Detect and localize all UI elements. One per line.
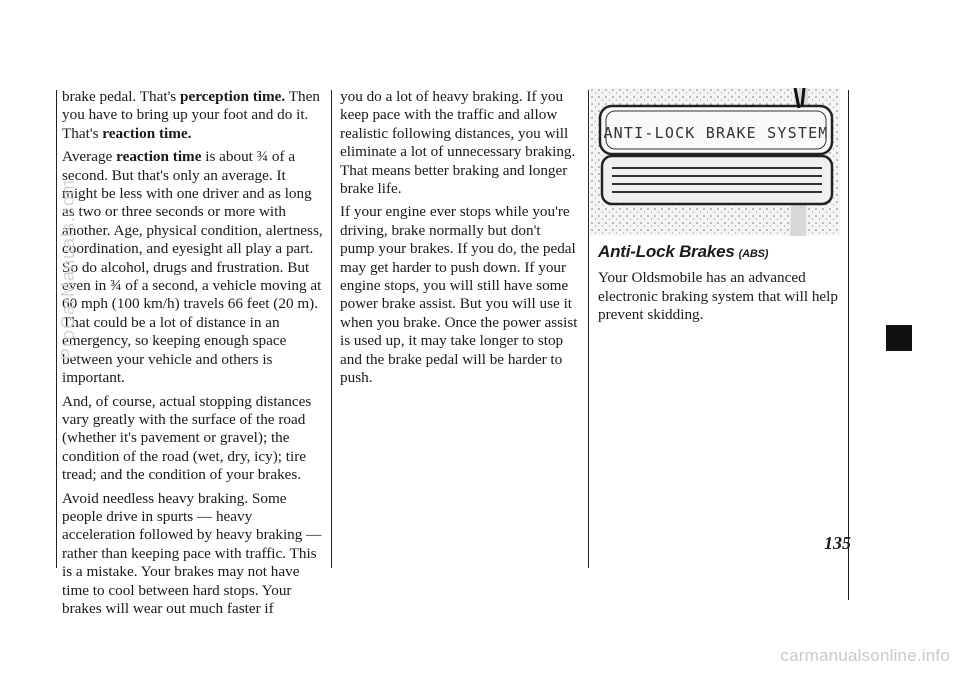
text-run: Average	[62, 148, 117, 166]
heading-text: Anti-Lock Brakes	[598, 242, 735, 261]
column-rule-left	[56, 90, 57, 568]
column-rule-middle	[331, 90, 332, 568]
paragraph-abs-intro: Your Oldsmobile has an advanced electronic braking system that will help prevent skidding.	[598, 269, 838, 324]
text-column-3	[598, 243, 846, 330]
abs-indicator-illustration	[590, 88, 840, 236]
paragraph-reaction-time	[62, 148, 324, 387]
abs-indicator-label: ANTI-LOCK BRAKE SYSTEM	[603, 124, 829, 142]
paragraph-heavy-braking: Avoid needless heavy braking. Some people drive in spurts — heavy acceleration followed by heavy braking — rather than keeping pace with traffic. This is a mistake. Your brakes may not have time to cool between hard stops. Your brakes will wear out much faster if	[62, 489, 322, 617]
page-number: 135	[824, 533, 851, 553]
heading-abbreviation: (ABS)	[738, 248, 769, 260]
text-run: is about ¾ of a second. But that's only an average. It might be less with one driver and as long as two or three seconds or more with another. Age, physical condition, alertness, coordination, and eyesight all play a part. So do alcohol, drugs and frustration. But even in ¾ of a second, a vehicle moving at 60 mph (100 km/h) travels 66 feet (20 m). That could be a lot of distance in an emergency, so keeping enough space between your vehicle and others is important.	[62, 148, 323, 387]
column-rule-right	[588, 90, 589, 568]
section-tab-marker	[886, 325, 912, 351]
paragraph-engine-stops: If your engine ever stops while you're driving, brake normally but don't pump your brakes. If you do, the pedal may get harder to push down. If your engine stops, you will still have some power brake assist. But you will use it when you brake. Once the power assist is used up, it may take longer to stop and the brake pedal will be harder to push.	[340, 203, 578, 387]
text-column-2	[340, 88, 578, 393]
term-reaction-time-bold: reaction time	[116, 148, 202, 166]
term-perception-time: perception time.	[180, 88, 286, 105]
term-reaction-time: reaction time.	[102, 124, 192, 142]
paragraph-perception	[62, 88, 324, 143]
text-run: Then you have to bring up your foot and do it. That's	[62, 88, 320, 142]
text-run: brake pedal. That's	[62, 88, 181, 105]
side-watermark: ProCarManuals.com	[58, 178, 78, 360]
paragraph-stopping-distances: And, of course, actual stopping distances vary greatly with the surface of the road (whether it's pavement or gravel); the condition of the road (wet, dry, icy); tire tread; and the condition of your brakes.	[62, 392, 312, 484]
section-heading-anti-lock-brakes	[598, 243, 846, 263]
paragraph-brake-life: you do a lot of heavy braking. If you keep pace with the traffic and allow realistic following distances, you will eliminate a lot of unnecessary braking. That means better braking and longer brake life.	[340, 88, 576, 198]
watermark: carmanualsonline.info	[780, 646, 950, 665]
text-column-1	[62, 88, 324, 623]
column-rule-far-right	[848, 90, 849, 600]
